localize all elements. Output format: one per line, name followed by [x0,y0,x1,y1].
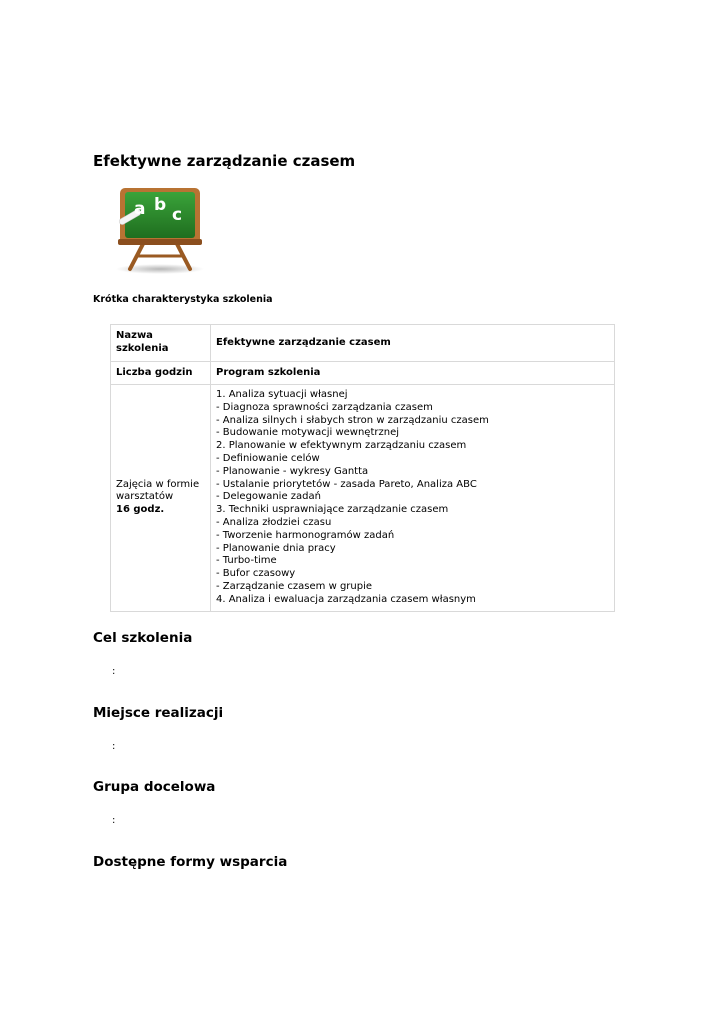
program-item: 1. Analiza sytuacji własnej [216,389,348,400]
form-cell [111,385,211,612]
table-row [111,385,615,612]
subtitle: Krótka charakterystyka szkolenia [93,294,273,305]
logo-letter-c: c [172,205,183,225]
program-item: 3. Techniki usprawniające zarządzanie czasem [216,504,449,516]
program-item: - Ustalanie priorytetów - zasada Pareto, Analiza ABC [216,478,477,490]
program-item: - Analiza silnych i słabych stron w zarządzaniu czasem [216,414,489,426]
program-item: - Delegowanie zadań [216,491,321,503]
section-body-location: : [112,741,116,752]
section-body-target-group: : [112,815,116,826]
program-item: - Bufor czasowy [216,568,296,580]
program-item: - Analiza złodziei czasu [216,516,332,528]
section-body-goal: : [112,666,116,677]
logo-letter-b: b [154,195,167,215]
program-item: - Definiowanie celów [216,452,320,464]
table-row [111,325,615,362]
row-value-program-header: Program szkolenia [211,362,615,385]
section-title-target-group: Grupa docelowa [93,779,216,795]
row-label-hours: Liczba godzin [111,362,211,385]
form-text: Zajęcia w formie warsztatów [116,478,200,503]
chalkboard-abc-icon [114,186,206,276]
program-item: - Diagnoza sprawności zarządzania czasem [216,401,433,413]
row-value-name: Efektywne zarządzanie czasem [211,325,615,362]
program-item: - Planowanie - wykresy Gantta [216,465,369,477]
program-item: 4. Analiza i ewaluacja zarządzania czasem własnym [216,593,476,605]
section-title-goal: Cel szkolenia [93,630,193,646]
hours-text: 16 godz. [116,504,165,516]
program-item: - Planowanie dnia pracy [216,542,336,554]
program-item: 2. Planowanie w efektywnym zarządzaniu czasem [216,440,467,452]
program-item: - Turbo-time [216,555,277,567]
program-item: - Zarządzanie czasem w grupie [216,580,373,592]
section-title-location: Miejsce realizacji [93,705,224,721]
row-label-name: Nazwa szkolenia [111,325,211,362]
program-cell [211,385,615,612]
training-info-table [110,324,615,612]
page-title: Efektywne zarządzanie czasem [93,152,356,170]
logo-letter-a: a [134,199,146,219]
program-item: - Tworzenie harmonogramów zadań [216,529,395,541]
table-row [111,362,615,385]
program-item: - Budowanie motywacji wewnętrznej [216,427,399,439]
section-title-support-forms: Dostępne formy wsparcia [93,854,288,870]
